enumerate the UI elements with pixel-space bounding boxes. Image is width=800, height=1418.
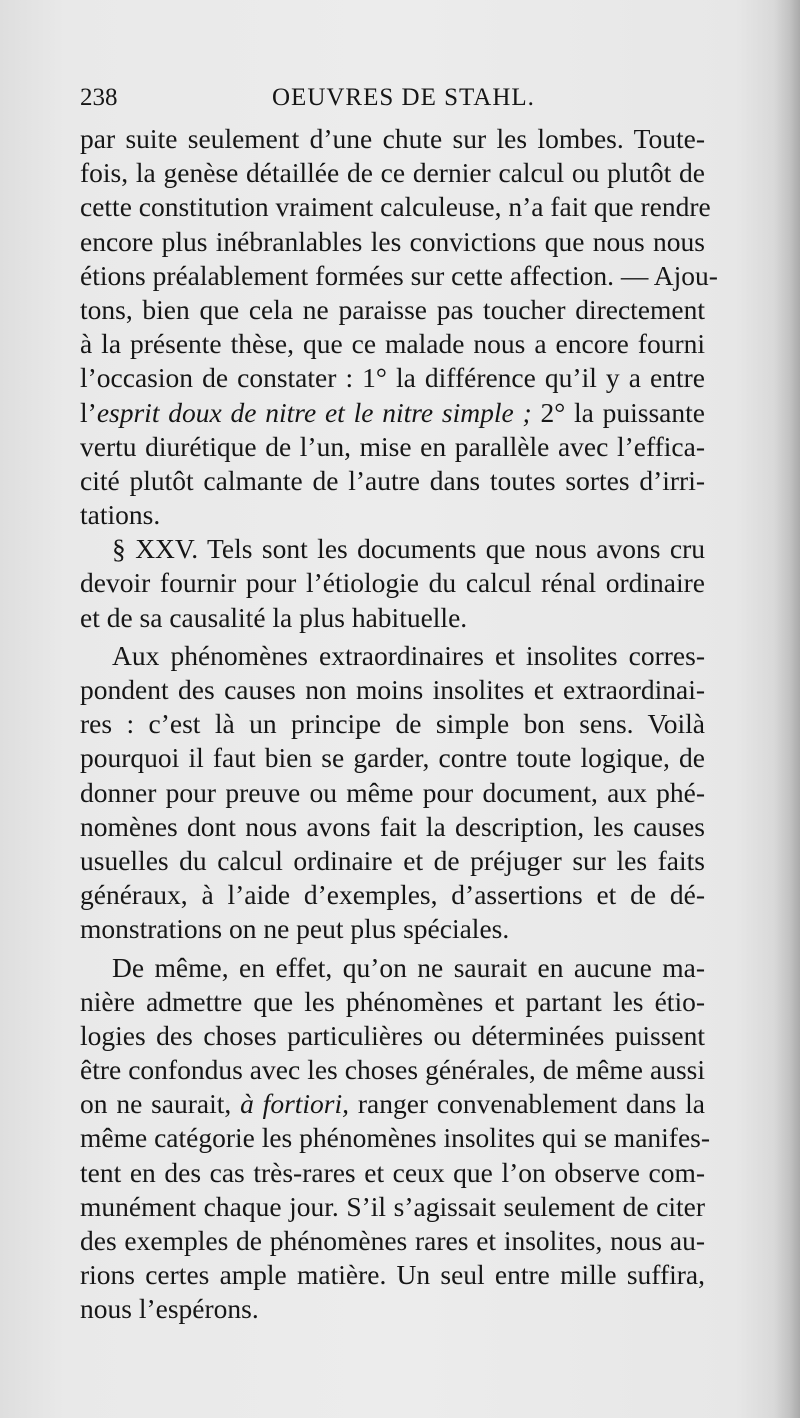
text-line: nomènes dont nous avons fait la description, les causes — [80, 810, 705, 842]
text-line: Aux phénomènes extraordinaires et insolites corres- — [112, 639, 705, 671]
text-segment: on ne saurait, — [80, 1088, 241, 1120]
italic-phrase: à fortiori, — [240, 1088, 350, 1120]
running-title: OEUVRES DE STAHL. — [272, 84, 535, 111]
text-line: tations. — [80, 499, 161, 531]
italic-phrase: esprit doux de nitre et le nitre simple ; — [96, 396, 532, 428]
text-line: à la présente thèse, que ce malade nous a encore fourni — [80, 328, 705, 360]
body-text — [80, 122, 718, 1327]
text-line: l’occasion de constater : 1° la différence qu’il y a entre — [80, 362, 705, 394]
text-line: étions préalablement formées sur cette affection. — Ajou- — [80, 259, 718, 291]
text-line: res : c’est là un principe de simple bon sens. Voilà — [80, 708, 705, 740]
text-line: par suite seulement d’une chute sur les lombes. Toute- — [80, 123, 705, 154]
text-line: usuelles du calcul ordinaire et de préjuger sur les faits — [80, 844, 705, 876]
text-line: De même, en effet, qu’on ne saurait en aucune ma- — [112, 951, 705, 983]
text-line-with-italic — [80, 1087, 705, 1121]
text-line: cette constitution vraiment calculeuse, n’a fait que rendre — [80, 191, 711, 223]
text-line: pourquoi il faut bien se garder, contre toute logique, de — [80, 742, 705, 774]
text-segment: 2° la puissante — [531, 396, 705, 428]
page-edge-shadow — [774, 0, 800, 1418]
text-line: donner pour preuve ou même pour document, aux phé- — [80, 776, 705, 808]
text-line: tent en des cas très-rares et ceux que l’on observe com- — [80, 1156, 705, 1188]
text-line: même catégorie les phénomènes insolites qui se manifes- — [80, 1122, 711, 1154]
section-heading-line: § XXV. Tels sont les documents que nous avons cru — [112, 533, 705, 565]
text-line: vertu diurétique de l’un, mise en parallèle avec l’effica- — [80, 430, 705, 462]
text-line: généraux, à l’aide d’exemples, d’assertions et de dé- — [80, 879, 705, 911]
text-line: monstrations on ne peut plus spéciales. — [80, 913, 510, 945]
page-number: 238 — [80, 84, 118, 111]
text-line: être confondus avec les choses générales, de même aussi — [80, 1054, 705, 1086]
text-line: encore plus inébranlables les convictions que nous nous — [80, 225, 705, 257]
text-line: nous l’espérons. — [80, 1293, 259, 1325]
text-line: pondent des causes non moins insolites et extraordinai- — [80, 674, 705, 705]
text-line: des exemples de phénomènes rares et insolites, nous au- — [80, 1225, 705, 1256]
text-line-with-italic — [80, 396, 705, 430]
text-line: nière admettre que les phénomènes et partant les étio- — [80, 985, 705, 1017]
text-segment: ranger convenablement dans la — [349, 1088, 706, 1120]
text-line: fois, la genèse détaillée de ce dernier calcul ou plutôt de — [80, 157, 705, 189]
text-line: munément chaque jour. S’il s’agissait seulement de citer — [80, 1190, 705, 1222]
text-line: rions certes ample matière. Un seul entre mille suffira, — [80, 1259, 705, 1291]
page-header — [80, 84, 705, 120]
text-line: devoir fournir pour l’étiologie du calcul rénal ordinaire — [80, 567, 705, 599]
text-segment: l’ — [80, 396, 97, 428]
text-line: et de sa causalité la plus habituelle. — [80, 601, 468, 633]
text-line: tons, bien que cela ne paraisse pas toucher directement — [80, 293, 705, 325]
text-line: cité plutôt calmante de l’autre dans toutes sortes d’irri- — [80, 464, 705, 496]
text-line: logies des choses particulières ou déterminées puissent — [80, 1019, 705, 1051]
